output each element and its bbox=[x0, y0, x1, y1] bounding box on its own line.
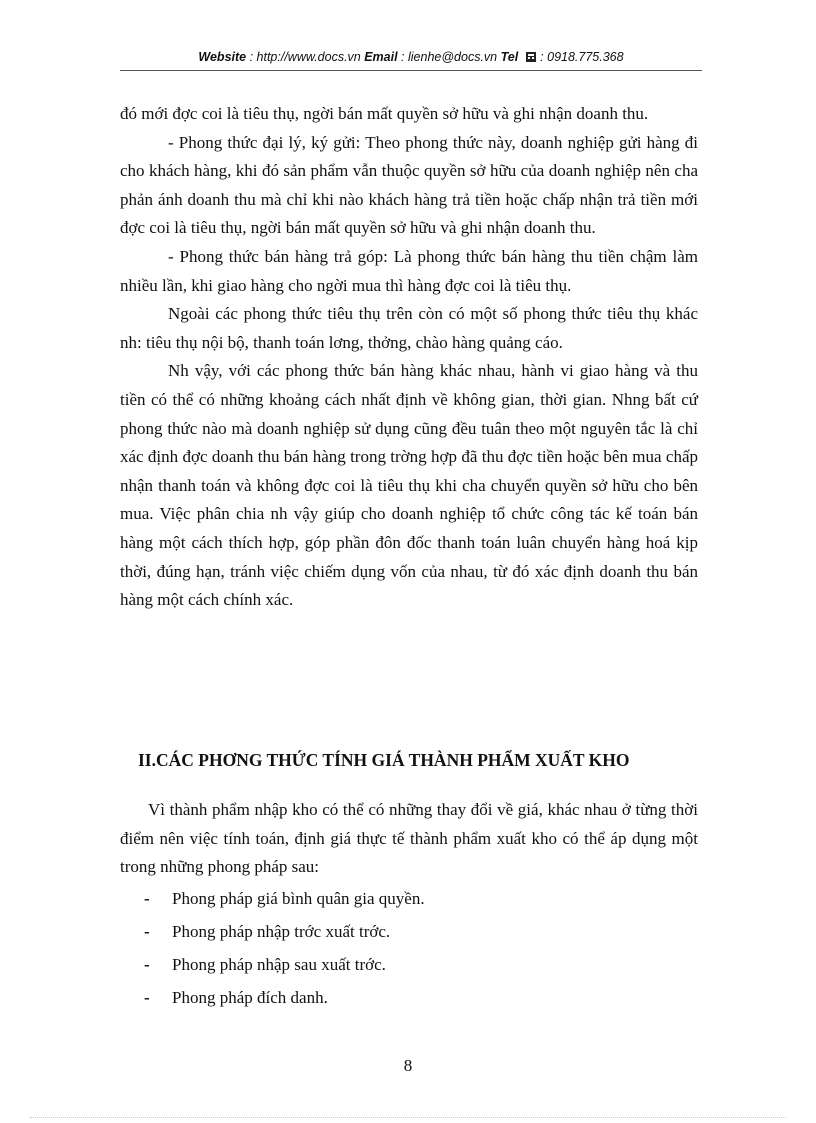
section-heading: II.CÁC PHƠNG THỨC TÍNH GIÁ THÀNH PHẨM XUẤT KHO bbox=[138, 750, 630, 770]
paragraph-summary: Nh vậy, với các phong thức bán hàng khác nhau, hành vi giao hàng và thu tiền có thể có những khoảng cách nhất định về không gian, thời gian. Nhng bất cứ phong thức nào mà doanh nghiệp sử dụng cũng đều tuân theo một nguyên tắc là chỉ xác định đợc doanh thu bán hàng trong trờng hợp đã thu đợc tiền hoặc bên mua chấp nhận thanh toán và không đợc coi là tiêu thụ khi cha chuyển quyền sở hữu cho bên mua. Việc phân chia nh vậy giúp cho doanh nghiệp tổ chức công tác kế toán bán hàng một cách thích hợp, góp phần đôn đốc thanh toán luân chuyển hàng hoá kịp thời, đúng hạn, tránh việc chiếm dụng vốn của nhau, từ đó xác định doanh thu bán hàng một cách chính xác. bbox=[120, 361, 698, 610]
paragraph-consignment: - Phong thức đại lý, ký gửi: Theo phong thức này, doanh nghiệp gửi hàng đi cho khách hàng, khi đó sản phẩm vẫn thuộc quyền sở hữu của doanh nghiệp nên cha phản ánh doanh thu mà chỉ khi nào khách hàng trả tiền hoặc chấp nhận trả tiền mới đợc coi là tiêu thụ, ngời bán mất quyền sở hữu và ghi nhận doanh thu. bbox=[120, 132, 698, 238]
body-text bbox=[120, 100, 698, 615]
list-item bbox=[144, 882, 704, 915]
list-bullet: - bbox=[144, 955, 150, 974]
website-url[interactable]: : http://www.docs.vn bbox=[246, 50, 365, 64]
list-item-text: Phong pháp nhập trớc xuất trớc. bbox=[172, 922, 391, 941]
phone-icon bbox=[525, 51, 537, 66]
website-label: Website bbox=[198, 50, 247, 64]
section-intro-block bbox=[120, 796, 698, 882]
page-header bbox=[120, 50, 702, 66]
list-item-text: Phong pháp đích danh. bbox=[172, 988, 328, 1007]
list-bullet: - bbox=[144, 889, 150, 908]
email-address[interactable]: : lienhe@docs.vn bbox=[397, 50, 501, 64]
methods-list bbox=[144, 882, 704, 1014]
list-item bbox=[144, 915, 704, 948]
list-item-text: Phong pháp giá bình quân gia quyền. bbox=[172, 889, 425, 908]
paragraph-other-methods: Ngoài các phong thức tiêu thụ trên còn có một số phong thức tiêu thụ khác nh: tiêu thụ nội bộ, thanh toán lơng, thởng, chào hàng quảng cáo. bbox=[120, 304, 698, 352]
list-item bbox=[144, 948, 704, 981]
list-bullet: - bbox=[144, 988, 150, 1007]
section-intro: Vì thành phẩm nhập kho có thể có những thay đổi về giá, khác nhau ở từng thời điểm nên việc tính toán, định giá thực tế thành phẩm xuất kho có thể áp dụng một trong những phong pháp sau: bbox=[120, 800, 698, 877]
page-bottom-border bbox=[30, 1117, 786, 1118]
phone-number: : 0918.775.368 bbox=[536, 50, 624, 64]
header-divider bbox=[120, 70, 702, 71]
page-number: 8 bbox=[403, 1056, 413, 1075]
list-bullet: - bbox=[144, 922, 150, 941]
email-label: Email bbox=[364, 50, 398, 64]
list-item-text: Phong pháp nhập sau xuất trớc. bbox=[172, 955, 386, 974]
list-item bbox=[144, 981, 704, 1014]
paragraph-installment: - Phong thức bán hàng trả góp: Là phong thức bán hàng thu tiền chậm làm nhiều lần, khi giao hàng cho ngời mua thì hàng đợc coi là tiêu thụ. bbox=[120, 246, 698, 295]
paragraph-continuation: đó mới đợc coi là tiêu thụ, ngời bán mất quyền sở hữu và ghi nhận doanh thu. bbox=[120, 104, 649, 123]
tel-label: Tel bbox=[500, 50, 519, 64]
